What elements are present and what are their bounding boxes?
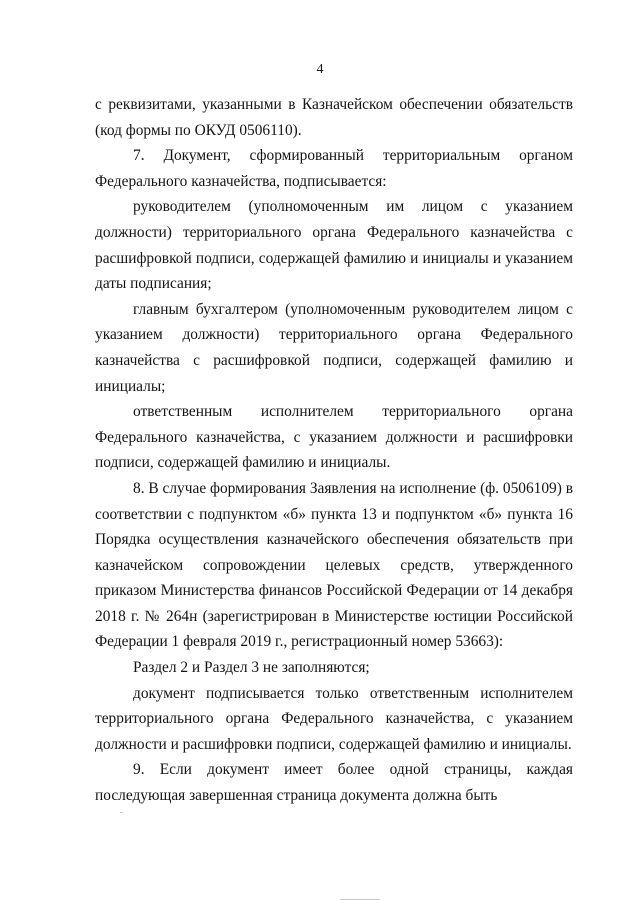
scan-artifact-line (340, 899, 380, 900)
paragraph-executor-signature: ответственным исполнителем территориального органа Федерального казначейства, с указанием должности и расшифровки подписи, содержащей фамилию и инициалы. (95, 403, 573, 472)
paragraph-head-signature: руководителем (уполномоченным им лицом с указанием должности) территориального органа Федерального казначейства с расшифровкой подписи, содержащей фамилию и инициалы и указанием даты подписания; (95, 198, 573, 293)
document-body (95, 92, 573, 809)
scan-artifact-line (120, 812, 123, 813)
paragraph-item-7: 7. Документ, сформированный территориальным органом Федерального казначейства, подписывается: (95, 147, 573, 190)
paragraph-chief-accountant-signature: главным бухгалтером (уполномоченным руководителем лицом с указанием должности) территориального органа Федерального казначейства с расшифровкой подписи, содержащей фамилию и инициалы; (95, 300, 573, 395)
paragraph-item-8: 8. В случае формирования Заявления на исполнение (ф. 0506109) в соответствии с подпунктом «б» пункта 13 и подпунктом «б» пункта 16 Порядка осуществления казначейского обеспечения обязательств при казначейском сопровождении целевых средств, утвержденного приказом Министерства финансов Российской Федерации от 14 декабря 2018 г. № 264н (зарегистрирован в Министерстве юстиции Российской Федерации 1 февраля 2019 г., регистрационный номер 53663): (95, 479, 573, 651)
paragraph-continuation: с реквизитами, указанными в Казначейском обеспечении обязательств (код формы по ОКУД 0506110). (95, 96, 573, 139)
paragraph-item-9: 9. Если документ имеет более одной страницы, каждая последующая завершенная страница документа должна быть (95, 761, 573, 805)
paragraph-sections-not-filled: Раздел 2 и Раздел 3 не заполняются; (133, 659, 370, 677)
paragraph-signed-by-executor-only: документ подписывается только ответственным исполнителем территориального органа Федерального казначейства, с указанием должности и расшифровки подписи, содержащей фамилию и инициалы. (95, 684, 573, 753)
page-number: 4 (316, 62, 324, 77)
